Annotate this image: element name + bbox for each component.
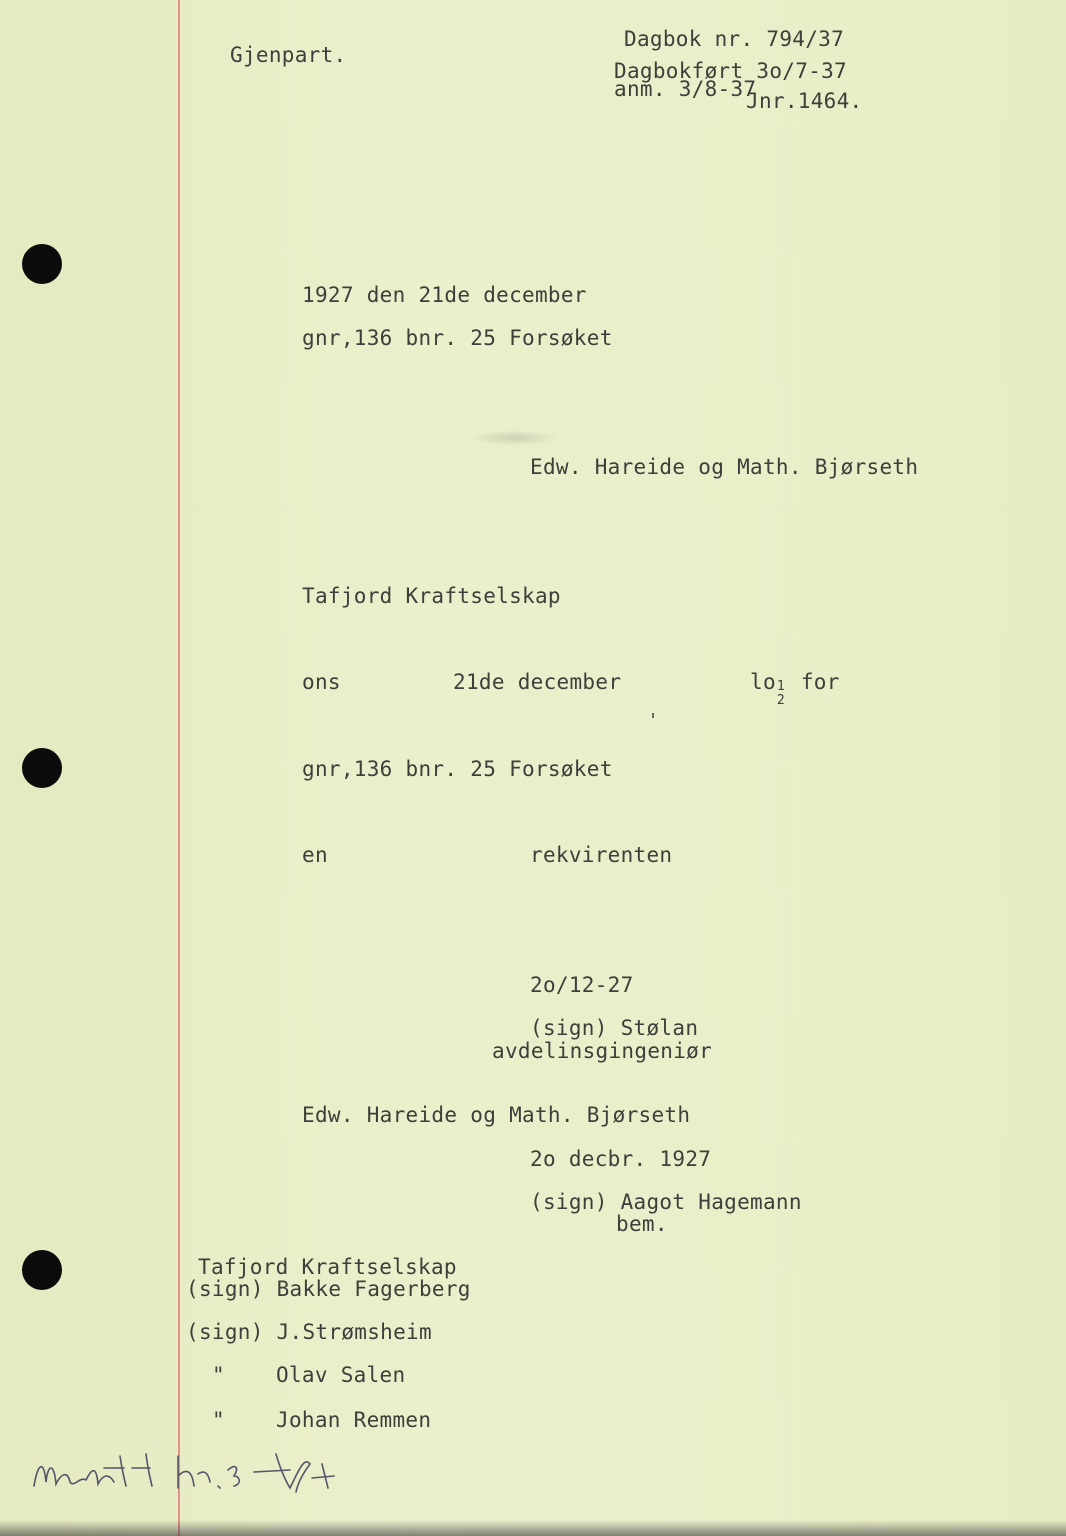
- property-line-2: gnr,136 bnr. 25 Forsøket: [302, 757, 613, 781]
- signature-title: avdelinsgingeniør: [492, 1039, 713, 1063]
- requisitioner-label: rekvirenten: [530, 843, 673, 867]
- company-signature: Tafjord Kraftselskap: [198, 1255, 457, 1279]
- weekday: ons: [302, 670, 341, 694]
- punch-hole-bottom: [22, 1250, 62, 1290]
- ditto-mark-2: ": [212, 1408, 225, 1432]
- dagbokfort-date: Dagbokført 3o/7-37: [614, 59, 847, 83]
- ink-smudge: [470, 430, 560, 446]
- signature-stromsheim: (sign) J.Strømsheim: [186, 1320, 432, 1344]
- bem-label: bem.: [616, 1212, 668, 1236]
- decbr-date: 2o decbr. 1927: [530, 1147, 712, 1171]
- signature-hagemann: (sign) Aagot Hagemann: [530, 1190, 802, 1214]
- parties-line-1: Edw. Hareide og Math. Bjørseth: [530, 455, 919, 479]
- signature-remmen: Johan Remmen: [276, 1408, 432, 1432]
- ditto-mark-1: ": [212, 1363, 225, 1387]
- anm-date: anm. 3/8-37: [614, 77, 757, 101]
- scan-bottom-edge: [0, 1520, 1066, 1536]
- copy-label: Gjenpart.: [230, 43, 347, 67]
- signature-fagerberg: (sign) Bakke Fagerberg: [186, 1277, 471, 1301]
- signature-salen: Olav Salen: [276, 1363, 406, 1387]
- company-line-1: Tafjord Kraftselskap: [302, 584, 561, 608]
- property-line-1: gnr,136 bnr. 25 Forsøket: [302, 326, 613, 350]
- signature-date: 2o/12-27: [530, 973, 634, 997]
- signature-stolan: (sign) Stølan: [530, 1016, 699, 1040]
- journal-number: Jnr.1464.: [746, 89, 863, 113]
- fraction-numerator: 1: [776, 679, 786, 694]
- time-suffix: for: [787, 670, 840, 694]
- punch-hole-middle: [22, 748, 62, 788]
- margin-line: [178, 0, 180, 1536]
- ink-dot: [652, 713, 654, 718]
- en-label: en: [302, 843, 328, 867]
- handwritten-receipt-note: [28, 1442, 348, 1502]
- record-date-line: 1927 den 21de december: [302, 283, 587, 307]
- parties-line-2: Edw. Hareide og Math. Bjørseth: [302, 1103, 691, 1127]
- dagbok-number: Dagbok nr. 794/37: [624, 27, 845, 51]
- time-prefix: lo: [750, 670, 776, 694]
- punch-hole-top: [22, 244, 62, 284]
- fraction-denominator: 2: [776, 693, 786, 708]
- meeting-date: 21de december: [453, 670, 622, 694]
- meeting-time: [750, 670, 840, 708]
